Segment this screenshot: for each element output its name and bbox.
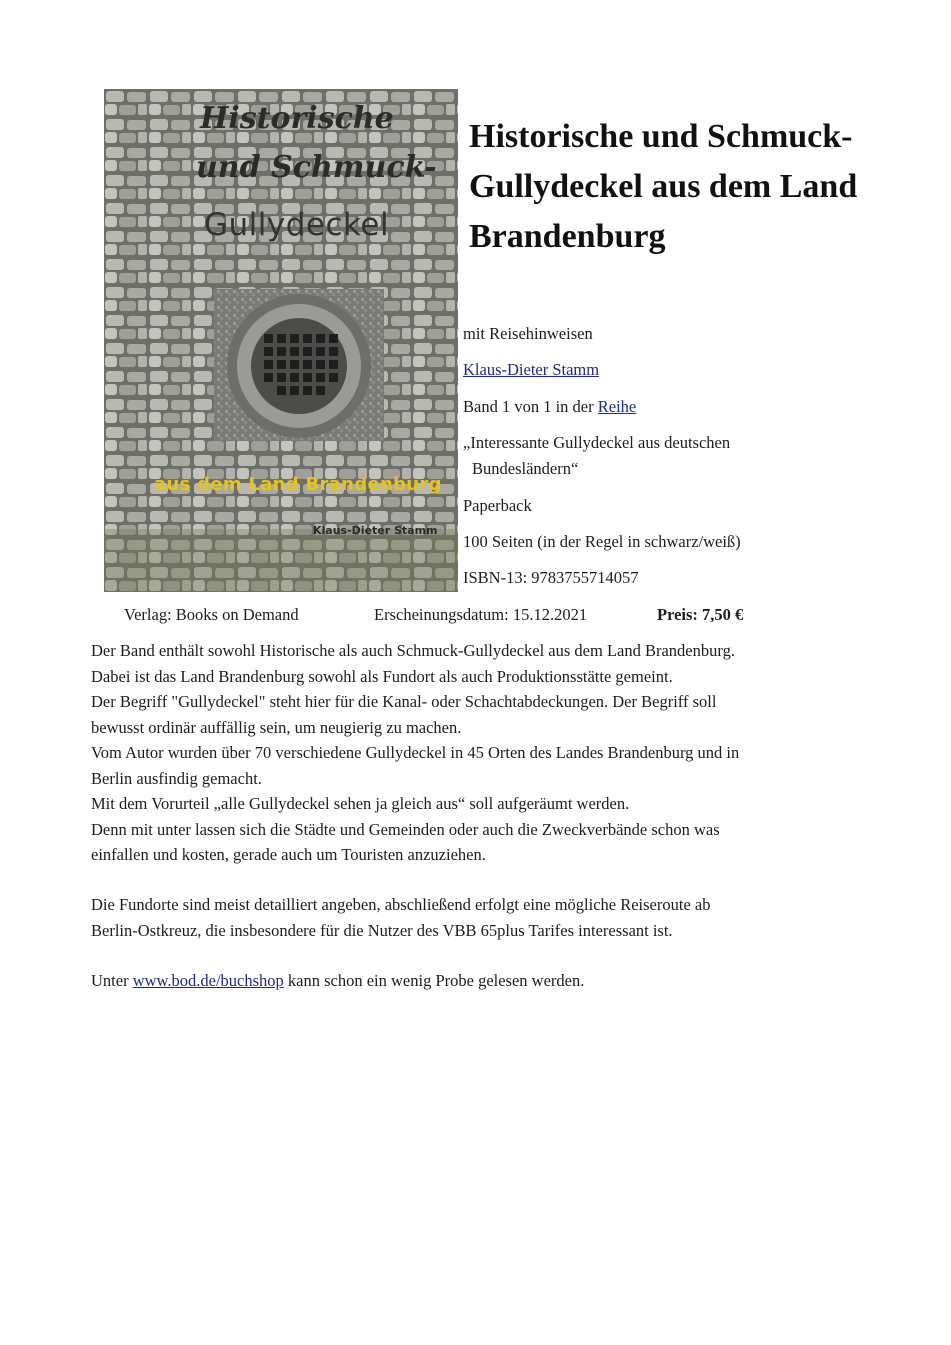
description-paragraph-1	[91, 638, 851, 868]
cover-title-line-2: und Schmuck-	[196, 150, 437, 185]
description-line: Berlin-Ostkreuz, die insbesondere für die Nutzer des VBB 65plus Tarifes interessant ist.	[91, 920, 673, 940]
cover-subtitle: aus dem Land Brandenburg	[154, 474, 442, 495]
description-line: Der Begriff "Gullydeckel" steht hier für die Kanal- oder Schachtabdeckungen. Der Begriff soll	[91, 692, 717, 711]
series-title-line-2: Bundesländern“	[472, 459, 579, 478]
series-title-line-1: „Interessante Gullydeckel aus deutschen	[463, 433, 731, 452]
description-line: Vom Autor wurden über 70 verschiedene Gullydeckel in 45 Orten des Landes Brandenburg und in	[91, 743, 740, 762]
cover-author: Klaus-Dieter Stamm	[313, 524, 438, 537]
author-link[interactable]: Klaus-Dieter Stamm	[463, 360, 600, 379]
price: Preis: 7,50 €	[657, 605, 744, 624]
description-paragraph-3	[91, 968, 851, 994]
format: Paperback	[463, 496, 532, 515]
publisher: Verlag: Books on Demand	[124, 605, 299, 624]
author-line	[463, 360, 599, 380]
series-link[interactable]: Reihe	[597, 397, 637, 416]
description-line: Der Band enthält sowohl Historische als auch Schmuck-Gullydeckel aus dem Land Brandenburg.	[91, 641, 735, 660]
book-subtitle: mit Reisehinweisen	[463, 324, 593, 343]
preview-text-suffix: kann schon ein wenig Probe gelesen werden.	[283, 971, 585, 990]
preview-text-prefix: Unter	[91, 971, 133, 990]
description-paragraph-2	[91, 892, 851, 943]
book-cover-image	[104, 89, 458, 592]
book-title: Historische und Schmuck-Gullydeckel aus dem Land Brandenburg	[469, 118, 858, 255]
description-line: Mit dem Vorurteil „alle Gullydeckel sehen ja gleich aus“ soll aufgeräumt werden.	[91, 794, 630, 813]
description-line: Dabei ist das Land Brandenburg sowohl als Fundort als auch Produktionsstätte gemeint.	[91, 666, 673, 686]
release-date: Erscheinungsdatum: 15.12.2021	[374, 605, 588, 624]
isbn: ISBN-13: 9783755714057	[463, 568, 639, 587]
page-count: 100 Seiten (in der Regel in schwarz/weiß)	[463, 532, 741, 551]
cover-title-line-3: Gullydeckel	[204, 207, 390, 243]
buchshop-link[interactable]: www.bod.de/buchshop	[132, 971, 284, 990]
band-line	[463, 397, 636, 417]
description-line: bewusst ordinär auffällig sein, um neugierig zu machen.	[91, 717, 462, 737]
description-line: Denn mit unter lassen sich die Städte und Gemeinden oder auch die Zweckverbände schon was	[91, 819, 720, 839]
description-line: Die Fundorte sind meist detailliert angeben, abschließend erfolgt eine mögliche Reiseroute ab	[91, 895, 711, 914]
description-line: Berlin ausfindig gemacht.	[91, 768, 262, 788]
cover-title-line-1: Historische	[200, 101, 394, 136]
band-text: Band 1 von 1 in der	[463, 397, 598, 416]
description-line: einfallen und kosten, gerade auch um Touristen anzuziehen.	[91, 845, 486, 864]
